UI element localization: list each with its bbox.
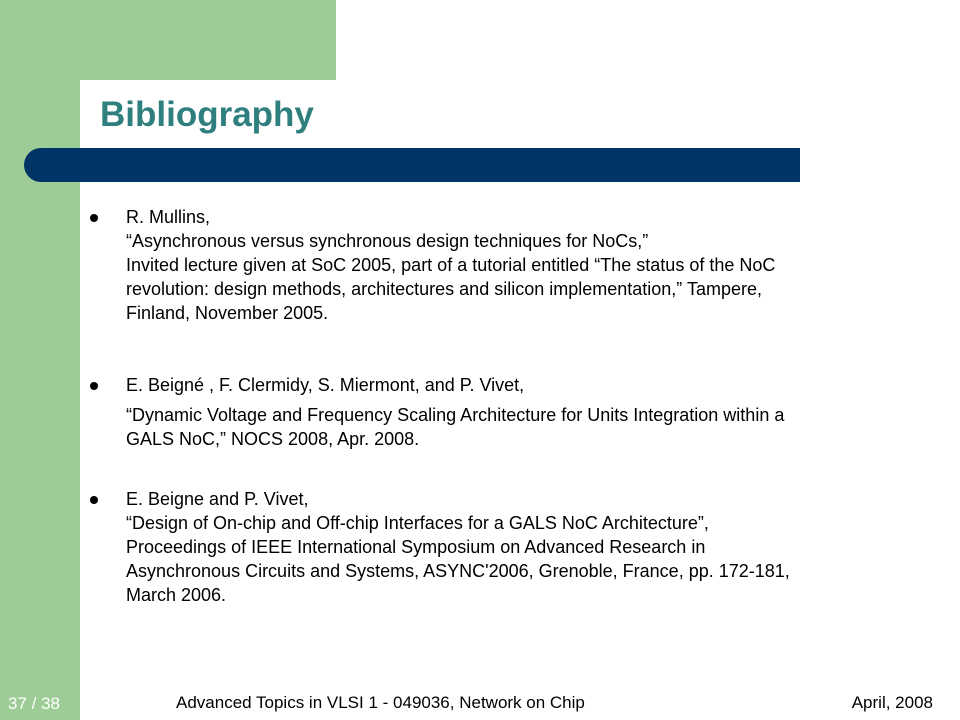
footer-date: April, 2008 xyxy=(851,693,933,712)
reference-line: “Design of On-chip and Off-chip Interfaces for a GALS NoC Architecture”, xyxy=(126,513,709,533)
bullet-icon xyxy=(90,382,98,390)
reference-line: E. Beigne and P. Vivet, xyxy=(126,489,309,509)
title-underline-bar xyxy=(24,148,800,182)
slide-title: Bibliography xyxy=(100,95,314,134)
bullet-icon xyxy=(90,214,98,222)
reference-line: E. Beigné , F. Clermidy, S. Miermont, and P. Vivet, xyxy=(126,375,525,395)
reference-line: Asynchronous Circuits and Systems, ASYNC'2006, Grenoble, France, pp. 172-181, xyxy=(126,561,790,581)
top-accent-block xyxy=(80,0,336,80)
reference-item xyxy=(90,487,920,607)
reference-line: revolution: design methods, architectures and silicon implementation,” Tampere, xyxy=(126,279,762,299)
reference-line: R. Mullins, xyxy=(126,207,211,227)
reference-line: March 2006. xyxy=(126,585,227,605)
reference-line: Invited lecture given at SoC 2005, part of a tutorial entitled “The status of the NoC xyxy=(126,255,776,275)
reference-item xyxy=(90,205,920,325)
reference-line: “Dynamic Voltage and Frequency Scaling Architecture for Units Integration within a xyxy=(126,405,785,425)
footer-course-title: Advanced Topics in VLSI 1 - 049036, Network on Chip xyxy=(176,693,585,712)
reference-line: GALS NoC,” NOCS 2008, Apr. 2008. xyxy=(126,429,420,449)
left-accent-bar xyxy=(0,0,80,720)
bullet-icon xyxy=(90,496,98,504)
reference-line: Finland, November 2005. xyxy=(126,303,329,323)
reference-line: “Asynchronous versus synchronous design techniques for NoCs,” xyxy=(126,231,649,251)
reference-line: Proceedings of IEEE International Symposium on Advanced Research in xyxy=(126,537,706,557)
slide-number: 37 / 38 xyxy=(8,694,60,713)
reference-item xyxy=(90,373,920,451)
